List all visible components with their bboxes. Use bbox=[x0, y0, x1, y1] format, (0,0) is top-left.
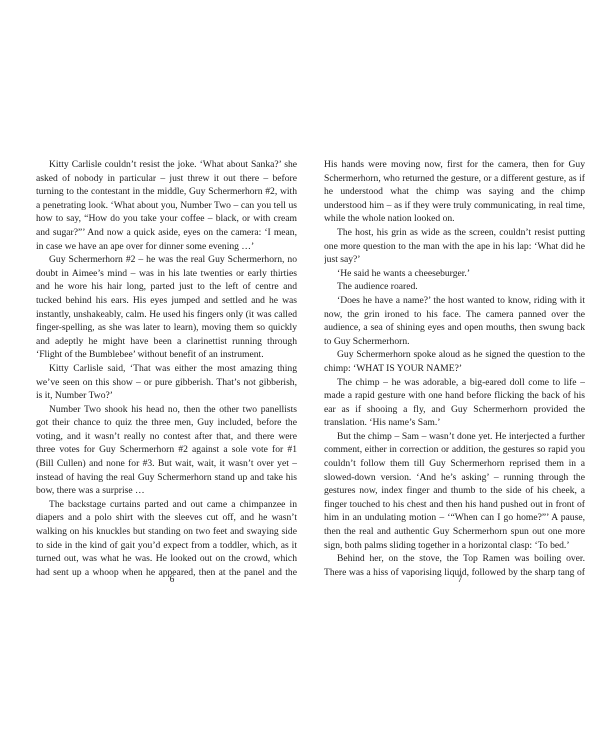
left-page-number: 6 bbox=[169, 575, 175, 585]
right-paragraph-5: ‘Does he have a name?’ the host wanted to know, riding with it now, the grin ironed to his face. The camera panned over the audience, a sea of shining eyes and open mouths, then swung back to Guy Schermerhorn. bbox=[324, 294, 585, 347]
left-page-text bbox=[36, 158, 297, 578]
left-paragraph-5: The backstage curtains parted and out came a chimpanzee in diapers and a polo shirt with the sleeves cut off, and he wasn’t walking on his knuckles but standing on two feet and swaying side to side in the kind of gait you’d expect from a toddler, which, as it turned out, was what he was. He looked out on the crowd, which had sent up a whoop when he appeared, then at the panel and the bbox=[36, 498, 297, 578]
left-paragraph-1: Kitty Carlisle couldn’t resist the joke. ‘What about Sanka?’ she asked of nobody in particular – just threw it out there – before turning to the contestant in the middle, Guy Schermerhorn #2, with a penetrating look. ‘What about you, Number Two – can you tell us how to say, “How do you take your coffee – black, or with cream and sugar?”’ And now a quick aside, eyes on the camera: ‘I mean, in case we have an ape over for dinner some evening …’ bbox=[36, 159, 297, 252]
left-paragraph-3: Kitty Carlisle said, ‘That was either the most amazing thing we’ve seen on this show – or pure gibberish. That’s not gibberish, is it, Number Two?’ bbox=[36, 362, 297, 402]
right-paragraph-9: Behind her, on the stove, the Top Ramen was boiling over. There was a hiss of vaporising liquid, followed by the sharp tang of bbox=[324, 553, 585, 578]
left-paragraph-2: Guy Schermerhorn #2 – he was the real Guy Schermerhorn, no doubt in Aimee’s mind – was in his late twenties or early thirties and he wore his hair long, parted just to the left of centre and tucked behind his ears. His eyes jumped and settled and he was instantly, unshakeably, calm. He used his fingers only (it was called finger-spelling, as she was later to learn), moving them so quickly and adeptly he might have been a clarinettist running through ‘Flight of the Bumblebee’ without benefit of an instrument. bbox=[36, 254, 297, 361]
right-paragraph-1: His hands were moving now, first for the camera, then for Guy Schermerhorn, who returned the gesture, or a different gesture, as if he understood what the chimp was saying and the chimp understood him – as if they were truly communicating, in real time, while the whole nation looked on. bbox=[324, 159, 585, 225]
right-page-number: 7 bbox=[457, 575, 463, 585]
left-paragraph-4: Number Two shook his head no, then the other two panellists got their chance to quiz the three men, Guy included, before the voting, and it wasn’t really no contest after that, and there were three votes for Guy Schermerhorn #2 against a sole vote for #1 (Bill Cullen) and none for #3. But wait, wait, it wasn’t over yet – instead of having the real Guy Schermerhorn stand up and take his bow, there was a surprise … bbox=[36, 403, 297, 497]
right-paragraph-6: Guy Schermerhorn spoke aloud as he signed the question to the chimp: ‘WHAT IS YOUR NAME?’ bbox=[324, 349, 585, 374]
right-paragraph-8: But the chimp – Sam – wasn’t done yet. He interjected a further comment, either in correction or addition, the gestures so rapid you couldn’t follow them till Guy Schermerhorn reprised them in a slowed-down version. ‘And he’s asking’ – running through the gestures now, index finger and thumb to the side of his cheek, a finger touched to his chest and then his hand pushed out in front of him in an undulating motion – ‘“When can I go home?”’ A pause, then the real and authentic Guy Schermerhorn spun out one more sign, both palms sliding together in a horizontal clasp: ‘To bed.’ bbox=[324, 430, 585, 551]
right-paragraph-4: The audience roared. bbox=[337, 281, 418, 293]
right-paragraph-2: The host, his grin as wide as the screen, couldn’t resist putting one more question to the man with the ape in his lap: ‘What did he just say?’ bbox=[324, 226, 585, 266]
right-paragraph-7: The chimp – he was adorable, a big-eared doll come to life – made a rapid gesture with one hand before flicking the back of his ear as if shooing a fly, and Guy Schermerhorn provided the translation. ‘His name’s Sam.’ bbox=[324, 376, 585, 429]
right-paragraph-3: ‘He said he wants a cheeseburger.’ bbox=[337, 267, 471, 279]
right-page-text bbox=[324, 158, 585, 578]
